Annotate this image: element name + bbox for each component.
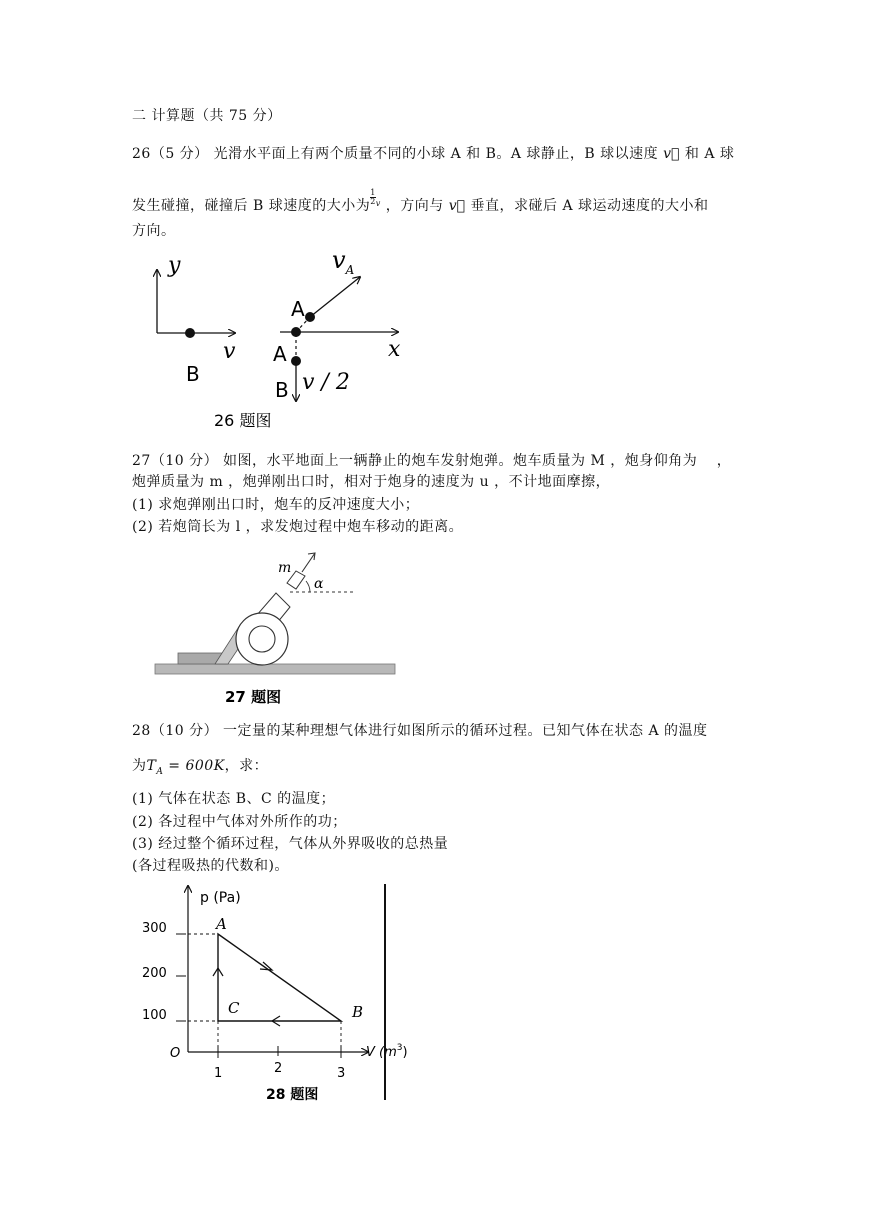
q28-sub3: (3) 经过整个循环过程，气体从外界吸收的总热量 bbox=[132, 836, 449, 852]
fig28-origin: O bbox=[170, 1046, 181, 1061]
fig28-xtick-3: 3 bbox=[337, 1066, 346, 1081]
q28-sub1: (1) 气体在状态 B、C 的温度； bbox=[132, 791, 336, 807]
fig26-ball-b-before bbox=[185, 328, 195, 338]
fig28-point-B: B bbox=[352, 1003, 364, 1021]
q26-line2 bbox=[132, 189, 709, 215]
figure-28 bbox=[130, 880, 408, 1105]
q26-line2-c: 垂直，求碰后 A 球运动速度的大小和 bbox=[470, 198, 709, 214]
fig26-x-label: x bbox=[388, 337, 401, 362]
q27-line1: 27（10 分） 如图，水平地面上一辆静止的炮车发射炮弹。炮车质量为 M ，炮身仰角为 ， bbox=[132, 453, 732, 469]
fig28-point-A: A bbox=[216, 915, 227, 933]
fig26-left-v-label: v bbox=[223, 339, 236, 364]
fig28-y-label: p (Pa) bbox=[200, 890, 241, 906]
fig26-B-bottom-label: B bbox=[275, 378, 289, 402]
q26-line2-b: ，方向与 bbox=[385, 198, 444, 214]
fig27-caption: 27 题图 bbox=[225, 688, 282, 706]
fig26-A-top-label: A bbox=[291, 297, 305, 321]
fig27-angle-arc bbox=[306, 581, 310, 592]
fig26-ball-a-after bbox=[305, 312, 315, 322]
q28-line2-b: ，求： bbox=[224, 758, 269, 774]
section-title: 二 计算题（共 75 分） bbox=[132, 108, 282, 124]
fig26-left-B-label: B bbox=[186, 362, 200, 386]
q26-frac-num: 1 bbox=[370, 188, 376, 197]
fig26-caption: 26 题图 bbox=[214, 411, 272, 430]
q28-TA: $T_A$ bbox=[146, 758, 164, 777]
q26-line1 bbox=[132, 145, 734, 163]
q26-vector-v: v⃗ bbox=[663, 146, 680, 162]
fig28-x-label: V $(m^3)$ bbox=[366, 1043, 408, 1060]
fig28-xtick-1: 1 bbox=[214, 1066, 223, 1081]
q26-line1-b: 和 A 球 bbox=[684, 146, 735, 162]
figure-27 bbox=[150, 545, 410, 710]
fig27-m-label: m bbox=[278, 560, 292, 576]
fig28-ytick-100: 100 bbox=[142, 1008, 167, 1023]
fig28-ytick-200: 200 bbox=[142, 966, 167, 981]
q28-line1: 28（10 分） 一定量的某种理想气体进行如图所示的循环过程。已知气体在状态 A 的温度 bbox=[132, 723, 708, 739]
fig27-wheel-hub bbox=[249, 626, 275, 652]
q28-line2-a: 为 bbox=[132, 758, 147, 774]
fig28-ytick-300: 300 bbox=[142, 921, 167, 936]
q26-frac-v: v bbox=[375, 199, 381, 208]
q27-sub1: (1) 求炮弹刚出口时，炮车的反冲速度大小； bbox=[132, 497, 420, 513]
fig26-vA-arrow bbox=[310, 277, 360, 317]
fig27-ground bbox=[155, 664, 395, 674]
fig27-alpha-label: α bbox=[314, 576, 324, 592]
q26-line2-a: 发生碰撞，碰撞后 B 球速度的大小为 bbox=[132, 198, 371, 214]
fig26-left-y-label: y bbox=[168, 253, 181, 278]
fig28-xtick-2: 2 bbox=[274, 1061, 283, 1076]
q26-frac-den: 2 bbox=[370, 197, 376, 206]
q27-line2: 炮弹质量为 m ，炮弹刚出口时，相对于炮身的速度为 u ，不计地面摩擦， bbox=[132, 474, 611, 490]
q28-line2 bbox=[132, 757, 268, 781]
q27-sub2: (2) 若炮筒长为 l ，求发炮过程中炮车移动的距离。 bbox=[132, 519, 464, 535]
fig27-shell-velocity bbox=[302, 553, 315, 572]
figure-26 bbox=[140, 248, 420, 433]
q26-line1-a: 26（5 分） 光滑水平面上有两个质量不同的小球 A 和 B。A 球静止，B 球以速度 bbox=[132, 146, 659, 162]
fig26-A-mid-label: A bbox=[273, 342, 287, 366]
fig28-point-C: C bbox=[228, 999, 240, 1017]
fig26-vA-label: $v_A$ bbox=[332, 246, 355, 277]
fig26-vhalf-label: v / 2 bbox=[302, 370, 350, 395]
q26-line3: 方向。 bbox=[132, 223, 176, 239]
q28-TA-value: = 600K bbox=[163, 758, 225, 774]
q28-sub2: (2) 各过程中气体对外所作的功； bbox=[132, 814, 347, 830]
q28-sub4: (各过程吸热的代数和)。 bbox=[132, 858, 289, 874]
fig28-caption: 28 题图 bbox=[266, 1087, 319, 1103]
q26-vector-v2: v⃗ bbox=[448, 198, 466, 214]
